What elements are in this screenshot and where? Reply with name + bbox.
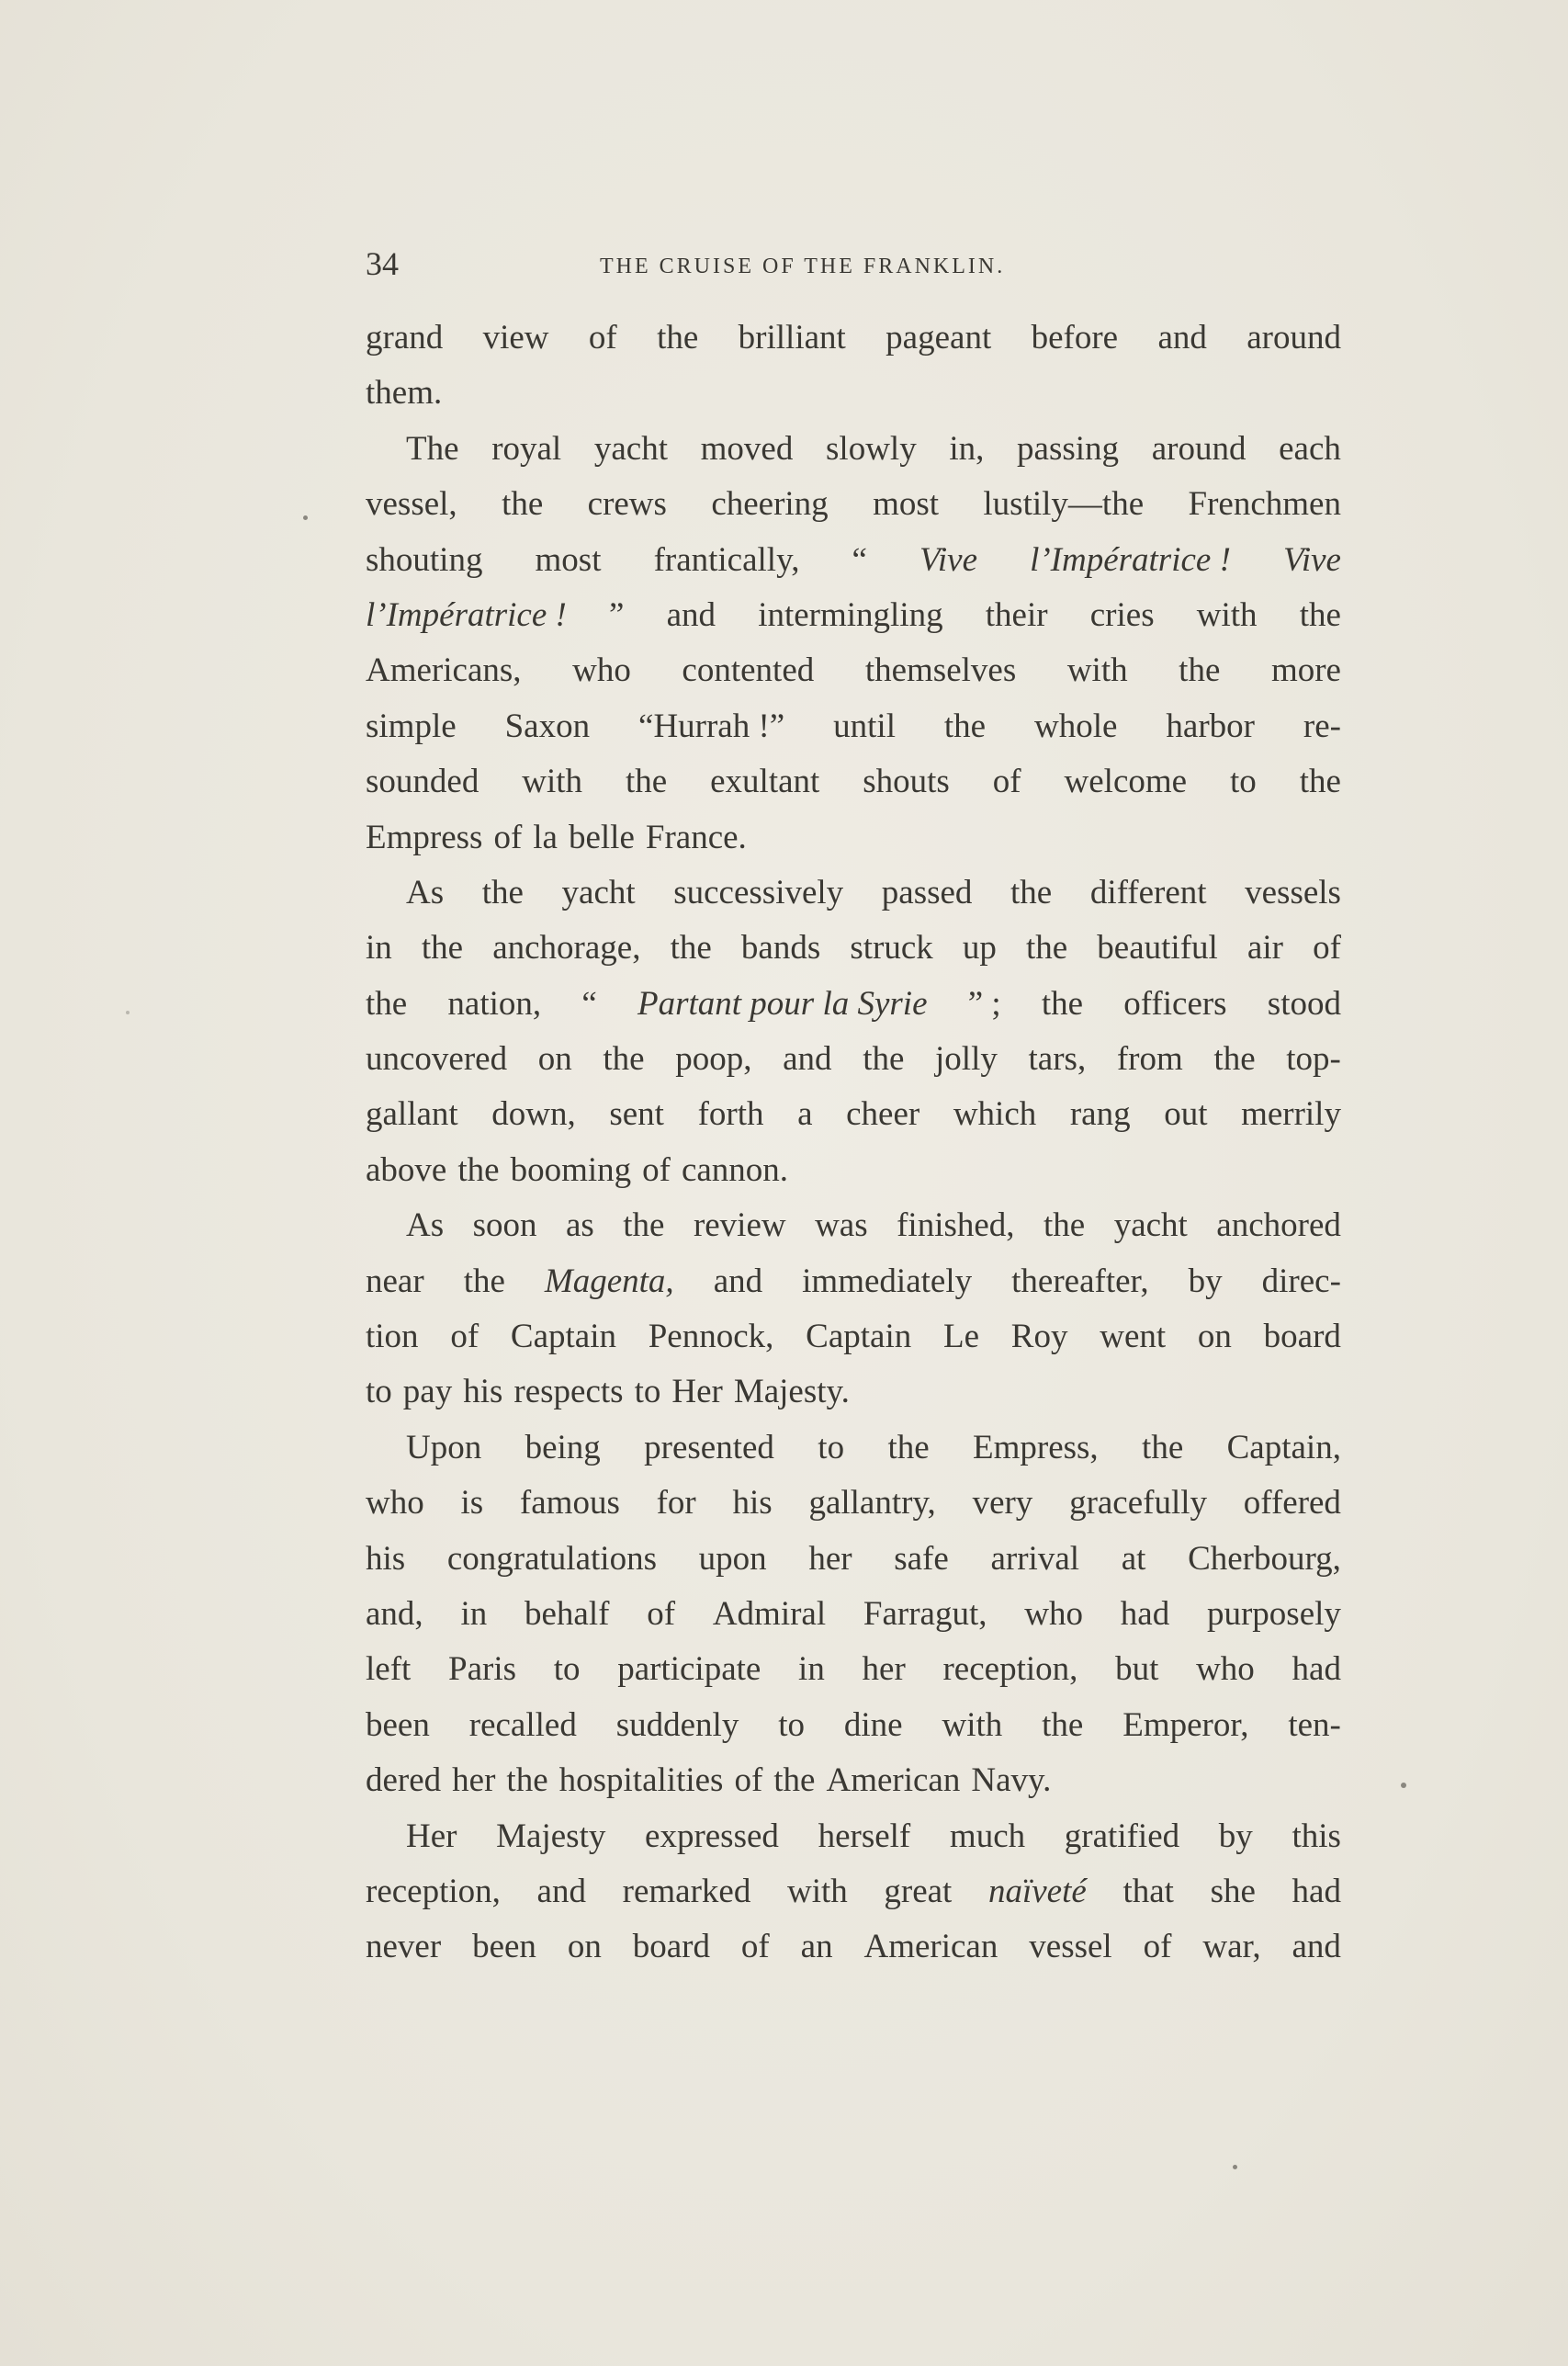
word: of — [647, 1594, 676, 1633]
word: gallantry, — [808, 1484, 936, 1523]
word: grand — [366, 319, 444, 357]
word: purposely — [1206, 1594, 1341, 1633]
word: in — [460, 1594, 488, 1633]
word: vessel, — [366, 485, 457, 524]
word: she — [1210, 1872, 1256, 1910]
text-line — [366, 422, 1341, 477]
scan-speck — [126, 1011, 130, 1014]
word: most — [535, 540, 602, 579]
word: respects — [513, 1373, 624, 1411]
word: “Hurrah !” — [638, 707, 785, 745]
word: the — [1041, 984, 1084, 1023]
word: yacht — [561, 873, 636, 911]
word: with — [786, 1872, 848, 1910]
word: safe — [894, 1539, 949, 1578]
word: soon — [472, 1206, 537, 1245]
word: his — [366, 1539, 406, 1578]
word: simple — [366, 707, 457, 745]
word: the — [421, 929, 464, 968]
word: been — [472, 1928, 536, 1966]
word: presented — [644, 1428, 774, 1466]
word: most — [873, 485, 940, 524]
word: Farragut, — [863, 1594, 987, 1633]
word: recalled — [468, 1705, 577, 1744]
word: war, — [1202, 1928, 1261, 1966]
word: different — [1089, 873, 1207, 911]
word: Vive — [919, 540, 977, 579]
word: who — [1196, 1650, 1255, 1689]
word: The — [406, 429, 459, 468]
word: much — [949, 1817, 1026, 1855]
word: brilliant — [738, 319, 846, 357]
word: Partant pour la Syrie — [637, 984, 928, 1023]
word: the — [625, 763, 668, 801]
word: ten- — [1288, 1705, 1341, 1744]
word: contented — [682, 651, 815, 690]
word: the — [623, 1206, 665, 1245]
word: vessel — [1029, 1928, 1112, 1966]
word: American — [826, 1761, 961, 1800]
word: near — [366, 1262, 424, 1300]
text-line — [366, 1809, 1341, 1864]
word: Admiral — [712, 1594, 827, 1633]
word: ” ; — [967, 984, 1001, 1023]
word: very — [972, 1484, 1033, 1523]
word: a — [797, 1095, 813, 1134]
word: Vive — [1282, 540, 1341, 579]
word: in — [798, 1650, 825, 1689]
text-line — [366, 977, 1341, 1032]
word: who — [572, 651, 631, 690]
word: shouts — [863, 763, 950, 801]
word: Magenta, — [544, 1262, 674, 1300]
word: bands — [740, 929, 821, 968]
word: of — [1143, 1928, 1172, 1966]
word: naïveté — [987, 1872, 1087, 1910]
word: Navy. — [971, 1761, 1052, 1800]
word: reception, — [942, 1650, 1078, 1689]
word: the — [1043, 1206, 1086, 1245]
word: the — [863, 1040, 905, 1079]
word: the — [1042, 1705, 1084, 1744]
text-line — [366, 1309, 1341, 1364]
text-line — [366, 1532, 1341, 1587]
word: Majesty — [496, 1817, 606, 1855]
word: who — [1024, 1594, 1083, 1633]
word: Paris — [448, 1650, 517, 1689]
word: up — [962, 929, 997, 968]
word: above — [366, 1150, 447, 1189]
word: gallant — [366, 1095, 458, 1134]
word: at — [1121, 1539, 1146, 1578]
word: them. — [366, 374, 443, 413]
word: to — [818, 1428, 845, 1466]
word: had — [1292, 1872, 1341, 1910]
word: jolly — [935, 1040, 998, 1079]
word: whole — [1034, 707, 1118, 745]
word: with — [1196, 595, 1258, 634]
scan-speck — [1233, 2165, 1237, 2169]
word: this — [1292, 1817, 1341, 1855]
word: Her — [406, 1817, 457, 1855]
word: finished, — [897, 1206, 1015, 1245]
word: tion — [366, 1318, 419, 1356]
word: Majesty. — [733, 1373, 850, 1411]
page-number: 34 — [366, 245, 399, 282]
word: but — [1115, 1650, 1159, 1689]
word: in, — [949, 429, 985, 468]
word: uncovered — [366, 1040, 508, 1079]
word: intermingling — [758, 595, 943, 634]
word: participate — [617, 1650, 761, 1689]
word: As — [406, 873, 445, 911]
word: themselves — [864, 651, 1017, 690]
word: pay — [402, 1373, 453, 1411]
word: exultant — [710, 763, 820, 801]
text-line — [366, 533, 1341, 588]
word: is — [460, 1484, 484, 1523]
word: with — [942, 1705, 1003, 1744]
word: royal — [491, 429, 562, 468]
scan-speck — [303, 515, 308, 520]
word: Empress — [366, 818, 483, 856]
text-line — [366, 1864, 1341, 1919]
word: which — [953, 1095, 1037, 1134]
word: her — [862, 1650, 906, 1689]
text-line — [366, 1919, 1341, 1975]
word: the — [463, 1262, 505, 1300]
word: review — [693, 1206, 786, 1245]
word: passing — [1017, 429, 1120, 468]
word: l’Impératrice ! — [1030, 540, 1231, 579]
word: her — [452, 1761, 496, 1800]
word: forth — [697, 1095, 764, 1134]
word: pageant — [886, 319, 992, 357]
word: for — [656, 1484, 696, 1523]
word: an — [800, 1928, 833, 1966]
word: was — [815, 1206, 868, 1245]
text-line — [366, 1698, 1341, 1753]
text-line — [366, 311, 1341, 366]
word: herself — [818, 1817, 911, 1855]
word: stood — [1267, 984, 1341, 1023]
word: to — [778, 1705, 805, 1744]
word: top- — [1286, 1040, 1341, 1079]
word: to — [634, 1373, 661, 1411]
text-line — [366, 1642, 1341, 1697]
word: re- — [1303, 707, 1341, 745]
word: and — [666, 595, 716, 634]
word: poop, — [675, 1040, 752, 1079]
word: who — [366, 1484, 424, 1523]
text-line — [366, 588, 1341, 643]
word: sent — [609, 1095, 664, 1134]
text-line — [366, 1476, 1341, 1531]
word: Pennock, — [648, 1318, 774, 1356]
word: Le — [943, 1318, 980, 1356]
word: with — [1066, 651, 1128, 690]
word: great — [884, 1872, 953, 1910]
word: board — [632, 1928, 710, 1966]
word: before — [1031, 319, 1119, 357]
word: beautiful — [1097, 929, 1218, 968]
word: l’Impératrice ! — [366, 595, 567, 634]
word: successively — [673, 873, 844, 911]
word: his — [463, 1373, 503, 1411]
text-line — [366, 643, 1341, 698]
word: as — [565, 1206, 594, 1245]
text-line — [366, 1198, 1341, 1253]
word: lustily—the — [983, 485, 1145, 524]
word: around — [1247, 319, 1341, 357]
text-line — [366, 754, 1341, 809]
word: that — [1122, 1872, 1174, 1910]
word: hospitalities — [558, 1761, 724, 1800]
word: and — [713, 1262, 763, 1300]
word: Her — [671, 1373, 723, 1411]
scan-speck — [1401, 1783, 1406, 1788]
word: France. — [645, 818, 747, 856]
word: left — [366, 1650, 412, 1689]
word: being — [525, 1428, 601, 1466]
word: officers — [1123, 984, 1227, 1023]
word: by — [1188, 1262, 1223, 1300]
word: the — [1142, 1428, 1184, 1466]
word: of — [740, 1928, 770, 1966]
text-line — [366, 810, 1341, 866]
word: welcome — [1064, 763, 1188, 801]
word: behalf — [525, 1594, 610, 1633]
word: and — [1157, 319, 1207, 357]
word: remarked — [622, 1872, 751, 1910]
word: and — [783, 1040, 832, 1079]
text-line — [366, 1143, 1341, 1198]
word: and — [536, 1872, 586, 1910]
word: the — [481, 873, 524, 911]
word: each — [1279, 429, 1341, 468]
word: vessels — [1245, 873, 1341, 911]
word: cheer — [846, 1095, 920, 1134]
word: of — [992, 763, 1021, 801]
word: Frenchmen — [1188, 485, 1341, 524]
word: the — [506, 1761, 548, 1800]
word: yacht — [593, 429, 668, 468]
word: in — [366, 929, 392, 968]
word: cries — [1089, 595, 1155, 634]
word: dered — [366, 1761, 442, 1800]
word: the — [603, 1040, 645, 1079]
word: Roy — [1010, 1318, 1068, 1356]
word: belle — [568, 818, 635, 856]
word: the — [457, 1150, 500, 1189]
word: Cherbourg, — [1188, 1539, 1341, 1578]
word: expressed — [645, 1817, 779, 1855]
word: suddenly — [615, 1705, 739, 1744]
word: board — [1263, 1318, 1341, 1356]
text-line — [366, 1032, 1341, 1087]
word: congratulations — [446, 1539, 657, 1578]
word: the — [943, 707, 987, 745]
word: to — [1230, 763, 1257, 801]
word: never — [366, 1928, 442, 1966]
word: yacht — [1113, 1206, 1188, 1245]
running-title: THE CRUISE OF THE FRANKLIN. — [600, 255, 1006, 278]
word: Captain — [510, 1318, 616, 1356]
text-line — [366, 921, 1341, 976]
word: Captain — [806, 1318, 912, 1356]
word: out — [1164, 1095, 1208, 1134]
word: of — [588, 319, 617, 357]
word: American — [863, 1928, 998, 1966]
word: her — [808, 1539, 852, 1578]
body-text — [366, 311, 1341, 1975]
word: slowly — [826, 429, 917, 468]
word: moved — [700, 429, 794, 468]
word: “ — [852, 540, 867, 579]
word: merrily — [1241, 1095, 1341, 1134]
word: view — [482, 319, 549, 357]
word: booming — [510, 1150, 632, 1189]
word: immediately — [802, 1262, 973, 1300]
word: and — [1292, 1928, 1341, 1966]
text-line — [366, 1364, 1341, 1420]
word: Emperor, — [1122, 1705, 1249, 1744]
word: the — [657, 319, 699, 357]
word: went — [1100, 1318, 1167, 1356]
text-line — [366, 366, 1341, 421]
word: on — [537, 1040, 572, 1079]
word: more — [1270, 651, 1341, 690]
word: ” — [609, 595, 625, 634]
word: his — [732, 1484, 773, 1523]
word: to — [553, 1650, 581, 1689]
word: the — [366, 984, 408, 1023]
word: the — [773, 1761, 816, 1800]
word: nation, — [447, 984, 542, 1023]
word: reception, — [366, 1872, 501, 1910]
word: been — [366, 1705, 430, 1744]
word: anchorage, — [492, 929, 641, 968]
text-line — [366, 866, 1341, 921]
text-line — [366, 1753, 1341, 1808]
text-line — [366, 1421, 1341, 1476]
word: upon — [698, 1539, 767, 1578]
text-line — [366, 477, 1341, 532]
word: their — [985, 595, 1048, 634]
word: frantically, — [653, 540, 800, 579]
word: of — [450, 1318, 479, 1356]
word: la — [533, 818, 558, 856]
word: the — [1213, 1040, 1256, 1079]
word: arrival — [990, 1539, 1080, 1578]
text-line — [366, 699, 1341, 754]
word: of — [1313, 929, 1341, 968]
word: offered — [1243, 1484, 1341, 1523]
word: the — [887, 1428, 930, 1466]
word: of — [493, 818, 523, 856]
word: Empress, — [973, 1428, 1099, 1466]
word: thereafter, — [1011, 1262, 1149, 1300]
word: until — [833, 707, 896, 745]
word: Captain, — [1226, 1428, 1341, 1466]
word: and, — [366, 1594, 423, 1633]
word: the — [502, 485, 544, 524]
word: Upon — [406, 1428, 482, 1466]
word: by — [1218, 1817, 1253, 1855]
word: rang — [1069, 1095, 1131, 1134]
word: air — [1247, 929, 1283, 968]
word: with — [522, 763, 583, 801]
word: of — [734, 1761, 763, 1800]
word: the — [1010, 873, 1053, 911]
word: gracefully — [1069, 1484, 1208, 1523]
word: Americans, — [366, 651, 522, 690]
word: struck — [850, 929, 933, 968]
word: anchored — [1216, 1206, 1341, 1245]
word: around — [1151, 429, 1247, 468]
word: sounded — [366, 763, 479, 801]
word: from — [1116, 1040, 1183, 1079]
text-line — [366, 1254, 1341, 1309]
word: dine — [843, 1705, 903, 1744]
text-line — [366, 1587, 1341, 1642]
word: the — [1179, 651, 1221, 690]
word: the — [1025, 929, 1068, 968]
word: had — [1120, 1594, 1170, 1633]
word: famous — [519, 1484, 620, 1523]
page-header — [366, 241, 1339, 287]
word: down, — [491, 1095, 576, 1134]
word: passed — [881, 873, 973, 911]
word: gratified — [1064, 1817, 1180, 1855]
word: the — [670, 929, 712, 968]
word: “ — [581, 984, 597, 1023]
word: tars, — [1028, 1040, 1087, 1079]
word: had — [1292, 1650, 1341, 1689]
word: of — [642, 1150, 671, 1189]
word: cheering — [711, 485, 829, 524]
word: crews — [587, 485, 667, 524]
text-line — [366, 1087, 1341, 1142]
word: Saxon — [504, 707, 591, 745]
word: shouting — [366, 540, 483, 579]
word: direc- — [1261, 1262, 1341, 1300]
word: the — [1299, 595, 1341, 634]
word: on — [1197, 1318, 1232, 1356]
word: harbor — [1166, 707, 1255, 745]
word: As — [406, 1206, 445, 1245]
word: to — [366, 1373, 392, 1411]
word: cannon. — [681, 1150, 789, 1189]
word: on — [567, 1928, 602, 1966]
word: the — [1299, 763, 1341, 801]
